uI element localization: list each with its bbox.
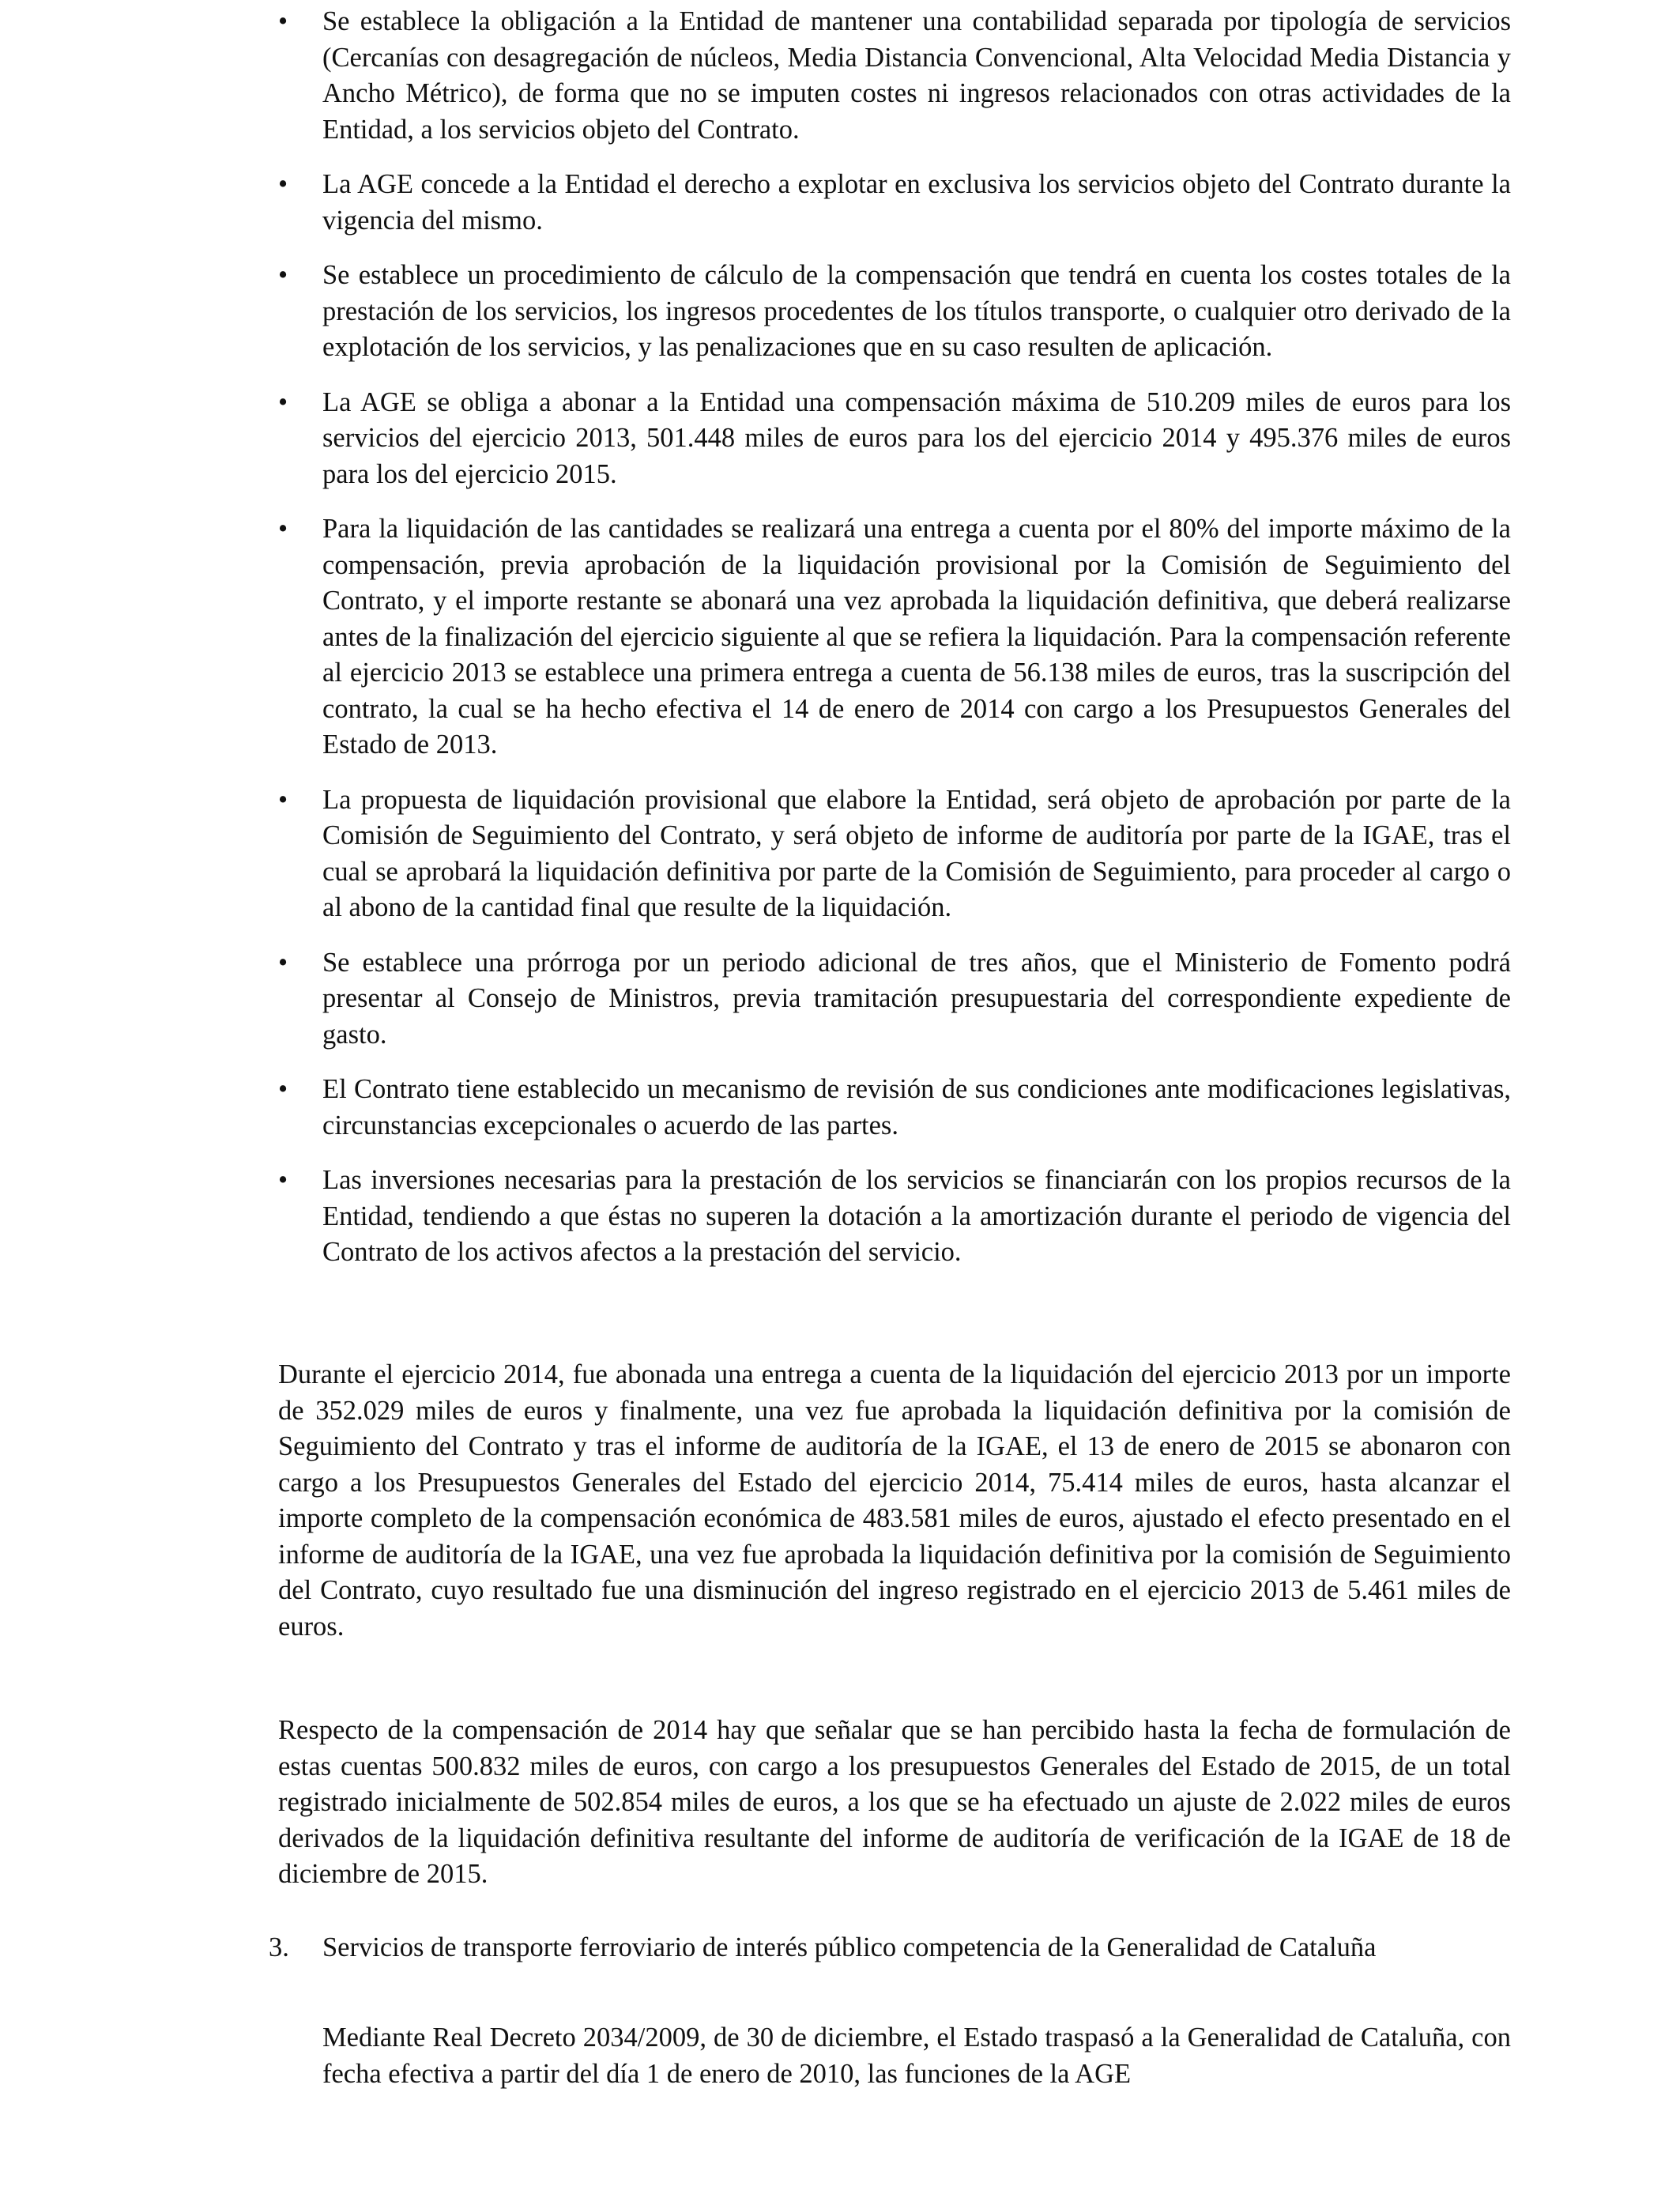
list-item-text: La AGE concede a la Entidad el derecho a explotar en exclusiva los servicios objeto del Contrato durante la vigencia del mismo. <box>322 169 1511 236</box>
paragraph-2014-settlement: Durante el ejercicio 2014, fue abonada una entrega a cuenta de la liquidación del ejercicio 2013 por un importe de 352.029 miles de euros y finalmente, una vez fue aprobada la liquidación definitiva por la comisión de Seguimiento del Contrato y tras el informe de auditoría de la IGAE, el 13 de enero de 2015 se abonaron con cargo a los Presupuestos Generales del Estado del ejercicio 2014, 75.414 miles de euros, hasta alcanzar el importe completo de la compensación económica de 483.581 miles de euros, ajustado el efecto presentado en el informe de auditoría de la IGAE, una vez fue aprobada la liquidación definitiva por la comisión de Seguimiento del Contrato, cuyo resultado fue una disminución del ingreso registrado en el ejercicio 2013 de 5.461 miles de euros. <box>278 1359 1511 1642</box>
list-item <box>278 167 1511 239</box>
list-item <box>278 511 1511 763</box>
list-item-text: El Contrato tiene establecido un mecanismo de revisión de sus condiciones ante modificaciones legislativas, circunstancias excepcionales o acuerdo de las partes. <box>322 1074 1511 1140</box>
list-item-text: Para la liquidación de las cantidades se realizará una entrega a cuenta por el 80% del importe máximo de la compensación, previa aprobación de la liquidación provisional por la Comisión de Seguimiento del Contrato, y el importe restante se abonará una vez aprobada la liquidación definitiva, que deberá realizarse antes de la finalización del ejercicio siguiente al que se refiera la liquidación. Para la compensación referente al ejercicio 2013 se establece una primera entrega a cuenta de 56.138 miles de euros, tras la suscripción del contrato, la cual se ha hecho efectiva el 14 de enero de 2014 con cargo a los Presupuestos Generales del Estado de 2013. <box>322 514 1511 760</box>
section-title: Servicios de transporte ferroviario de interés público competencia de la Generalidad de Cataluña <box>322 1932 1377 1962</box>
bullet-icon: • <box>278 784 288 815</box>
bullet-icon: • <box>278 1165 288 1195</box>
list-item <box>278 1072 1511 1144</box>
list-item <box>278 258 1511 366</box>
list-item <box>278 1163 1511 1271</box>
list-item <box>278 945 1511 1054</box>
bullet-icon: • <box>278 386 288 417</box>
list-item <box>278 782 1511 926</box>
section-3-heading <box>269 1930 1511 1966</box>
list-item-text: La propuesta de liquidación provisional que elabore la Entidad, será objeto de aprobación por parte de la Comisión de Seguimiento del Contrato, y será objeto de informe de auditoría por parte de la IGAE, tras el cual se aprobará la liquidación definitiva por parte de la Comisión de Seguimiento, para proceder al cargo o al abono de la cantidad final que resulte de la liquidación. <box>322 784 1511 922</box>
bullet-icon: • <box>278 514 288 544</box>
list-item <box>278 385 1511 493</box>
list-item-text: Se establece un procedimiento de cálculo de la compensación que tendrá en cuenta los costes totales de la prestación de los servicios, los ingresos procedentes de los títulos transporte, o cualquier otro derivado de la explotación de los servicios, y las penalizaciones que en su caso resulten de aplicación. <box>322 260 1511 362</box>
list-item-text: Se establece la obligación a la Entidad de mantener una contabilidad separada por tipología de servicios (Cercanías con desagregación de núcleos, Media Distancia Convencional, Alta Velocidad Media Distancia y Ancho Métrico), de forma que no se imputen costes ni ingresos relacionados con otras actividades de la Entidad, a los servicios objeto del Contrato. <box>322 6 1511 145</box>
bullet-icon: • <box>278 947 288 978</box>
bullet-icon: • <box>278 169 288 199</box>
bullet-icon: • <box>278 1074 288 1104</box>
list-item <box>278 4 1511 148</box>
bullet-icon: • <box>278 260 288 290</box>
list-item-text: La AGE se obliga a abonar a la Entidad una compensación máxima de 510.209 miles de euros para los servicios del ejercicio 2013, 501.448 miles de euros para los del ejercicio 2014 y 495.376 miles de euros para los del ejercicio 2015. <box>322 386 1511 489</box>
list-item-text: Las inversiones necesarias para la prestación de los servicios se financiarán con los propios recursos de la Entidad, tendiendo a que éstas no superen la dotación a la amortización durante el periodo de vigencia del Contrato de los activos afectos a la prestación del servicio. <box>322 1165 1511 1267</box>
list-item-text: Se establece una prórroga por un periodo adicional de tres años, que el Ministerio de Fomento podrá presentar al Consejo de Ministros, previa tramitación presupuestaria del correspondiente expediente de gasto. <box>322 947 1511 1050</box>
section-3-body: Mediante Real Decreto 2034/2009, de 30 de diciembre, el Estado traspasó a la Generalidad de Cataluña, con fecha efectiva a partir del día 1 de enero de 2010, las funciones de la AGE <box>322 2022 1511 2089</box>
bullet-icon: • <box>278 6 288 36</box>
section-number: 3. <box>269 1932 289 1962</box>
paragraph-2014-compensation: Respecto de la compensación de 2014 hay que señalar que se han percibido hasta la fecha de formulación de estas cuentas 500.832 miles de euros, con cargo a los presupuestos Generales del Estado de 2015, de un total registrado inicialmente de 502.854 miles de euros, a los que se ha efectuado un ajuste de 2.022 miles de euros derivados de la liquidación definitiva resultante del informe de auditoría de verificación de la IGAE de 18 de diciembre de 2015. <box>278 1715 1511 1889</box>
contract-conditions-list <box>278 4 1511 1290</box>
